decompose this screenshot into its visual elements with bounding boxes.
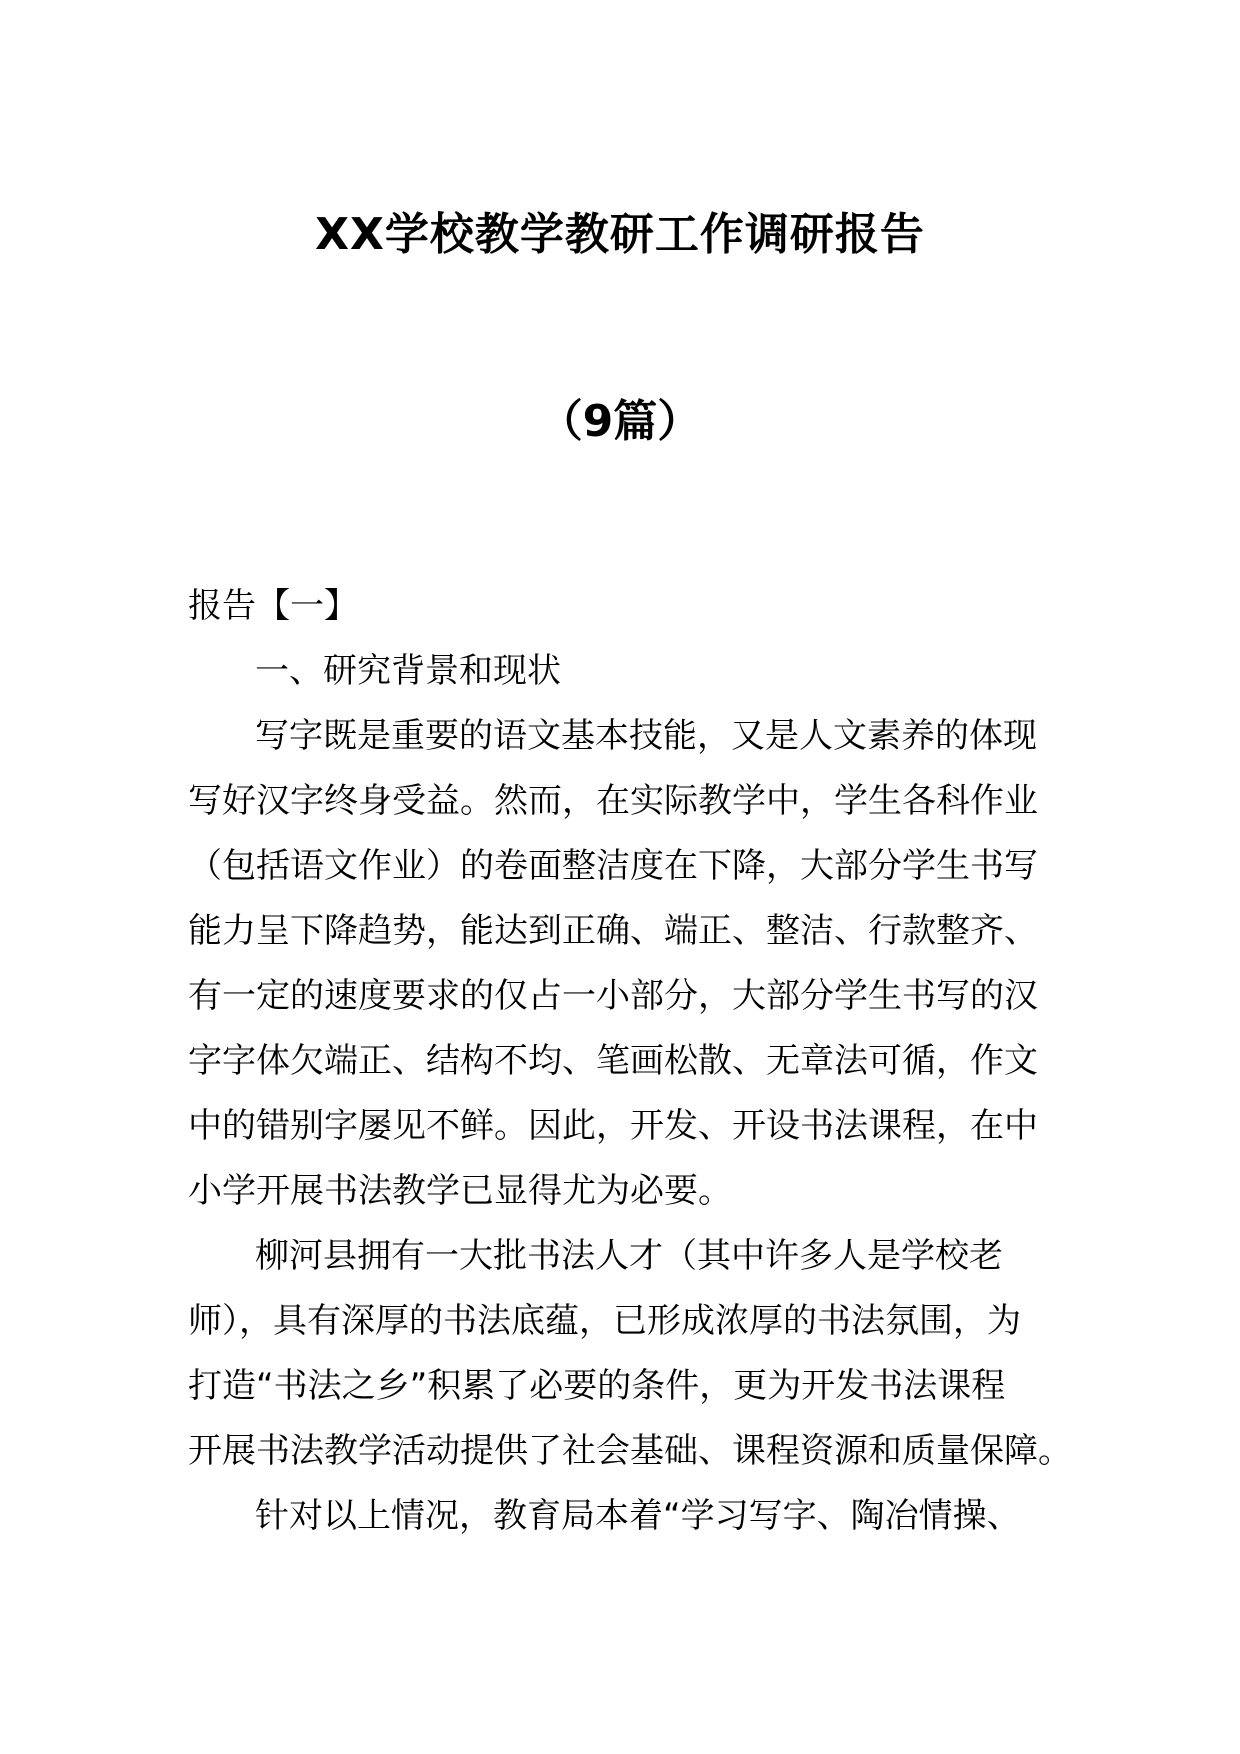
paragraph-line: 中的错别字屡见不鲜。因此，开发、开设书法课程，在中	[188, 1106, 1038, 1146]
paragraph-line: 开展书法教学活动提供了社会基础、课程资源和质量保障。	[188, 1431, 1072, 1471]
paragraph-line: 小学开展书法教学已显得尤为必要。	[188, 1171, 732, 1211]
paragraph-line: 打造“书法之乡”积累了必要的条件，更为开发书法课程	[188, 1366, 1006, 1406]
paragraph-line: 写字既是重要的语文基本技能，又是人文素养的体现	[255, 716, 1037, 756]
paragraph-line: 有一定的速度要求的仅占一小部分，大部分学生书写的汉	[188, 976, 1038, 1016]
section-label: 报告【一】	[188, 586, 358, 626]
document-title: XX学校教学教研工作调研报告	[315, 209, 925, 260]
document-subtitle: （9篇）	[538, 396, 702, 447]
section-heading: 一、研究背景和现状	[255, 651, 561, 691]
paragraph-line: 柳河县拥有一大批书法人才（其中许多人是学校老	[255, 1236, 1003, 1276]
paragraph-line: 字字体欠端正、结构不均、笔画松散、无章法可循，作文	[188, 1041, 1038, 1081]
paragraph-line: 师），具有深厚的书法底蕴，已形成浓厚的书法氛围，为	[188, 1301, 1021, 1341]
paragraph-line: （包括语文作业）的卷面整洁度在下降，大部分学生书写	[188, 846, 1038, 886]
paragraph-line: 针对以上情况，教育局本着“学习写字、陶冶情操、	[255, 1496, 1021, 1536]
paragraph-line: 写好汉字终身受益。然而，在实际教学中，学生各科作业	[188, 781, 1038, 821]
paragraph-line: 能力呈下降趋势，能达到正确、端正、整洁、行款整齐、	[188, 911, 1038, 951]
